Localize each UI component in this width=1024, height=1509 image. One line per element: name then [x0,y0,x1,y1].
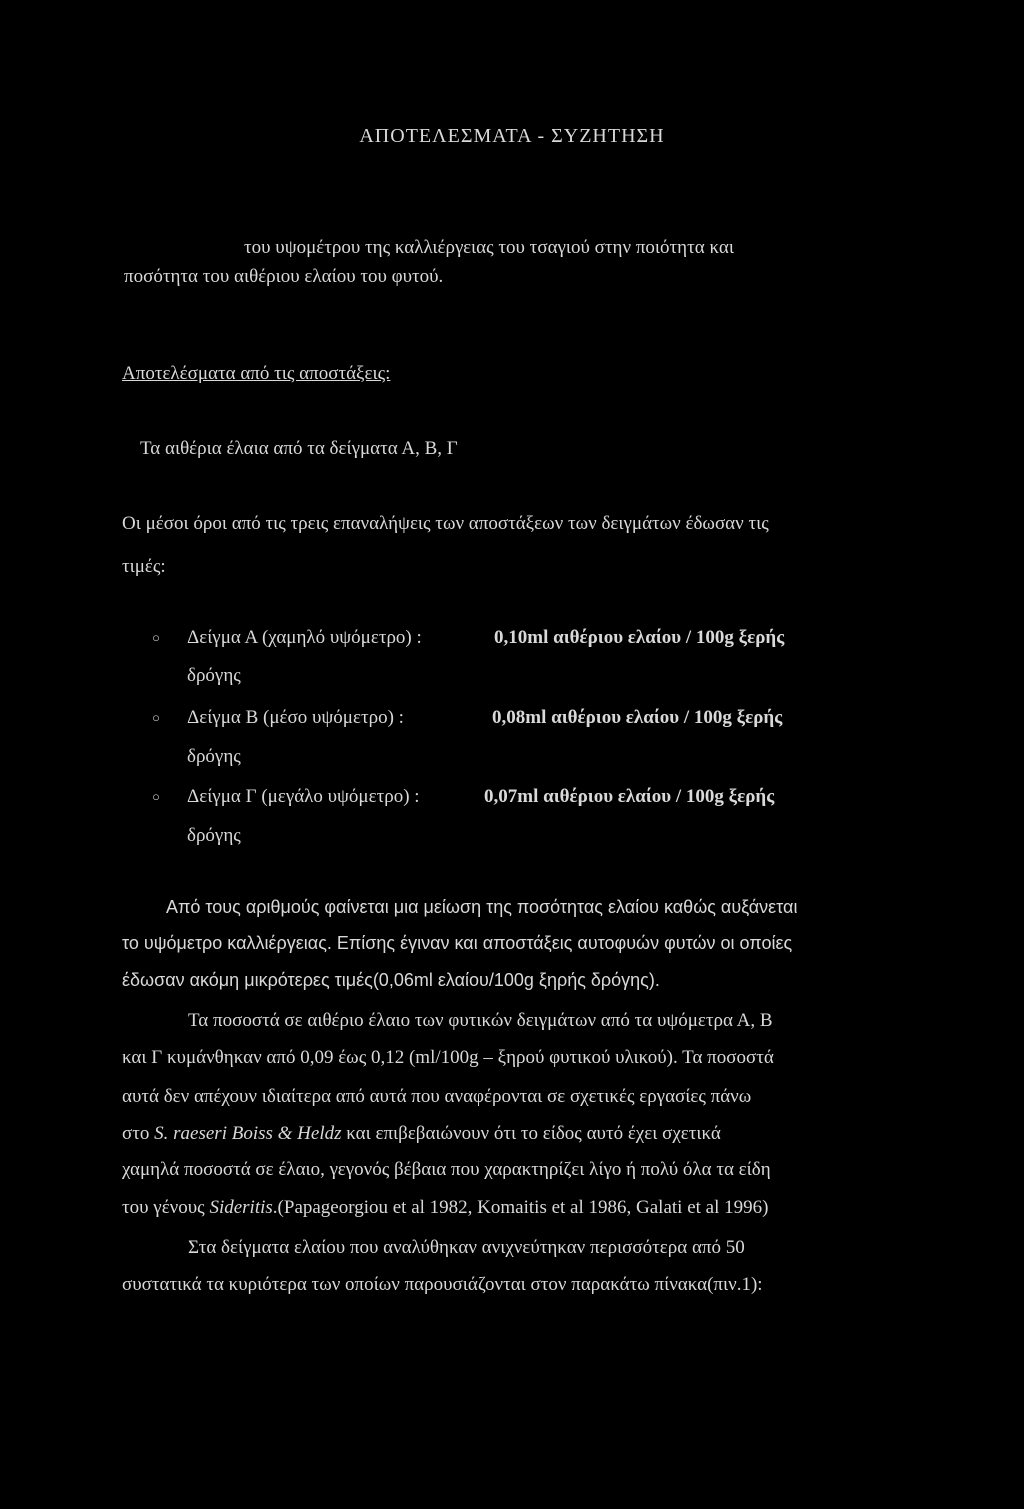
sample-c-value: 0,07ml αιθέριου ελαίου / 100g ξερής [484,786,775,807]
para1-line-1: Οι μέσοι όροι από τις τρεις επαναλήψεις των αποστάξεων των δειγμάτων έδωσαν τις [122,513,769,534]
bullet-icon: ○ [152,630,160,645]
sample-b-label: Δείγμα Β (μέσο υψόμετρο) : [187,707,404,728]
para3-line-4-end: και επιβεβαιώνουν ότι το είδος αυτό έχει σχετικά [341,1123,721,1144]
para3-line-3: αυτά δεν απέχουν ιδιαίτερα από αυτά που αναφέρονται σε σχετικές εργασίες πάνω [122,1086,752,1107]
genus-name: Sideritis [209,1197,273,1218]
para3-line-6-start: του γένους [122,1197,210,1218]
para2-line-3: έδωσαν ακόμη μικρότερες τιμές(0,06ml ελαίου/100g ξηρής δρόγης). [122,970,660,990]
sample-a-continuation: δρόγης [187,665,241,686]
para3-line-5: χαμηλά ποσοστά σε έλαιο, γεγονός βέβαια που χαρακτηρίζει λίγο ή πολύ όλα τα είδη [122,1159,771,1180]
sample-c-label: Δείγμα Γ (μεγάλο υψόμετρο) : [187,786,420,807]
intro-line-2: ποσότητα του αιθέριου ελαίου του φυτού. [124,266,444,287]
page-title: ΑΠΟΤΕΛΕΣΜΑΤΑ - ΣΥΖΗΤΗΣΗ [359,125,665,147]
para4-line-1: Στα δείγματα ελαίου που αναλύθηκαν ανιχνεύτηκαν περισσότερα από 50 [188,1237,745,1258]
bullet-icon: ○ [152,789,160,804]
para3-line-6-citations: .(Papageorgiou et al 1982, Komaitis et al 1986, Galati et al 1996) [272,1197,769,1218]
subheading: Τα αιθέρια έλαια από τα δείγματα Α, Β, Γ [140,438,458,459]
para4-line-2: συστατικά τα κυριότερα των οποίων παρουσιάζονται στον παρακάτω πίνακα(πιν.1): [122,1274,763,1295]
para3-line-4-start: στο [122,1123,155,1144]
para3-line-2: και Γ κυμάνθηκαν από 0,09 έως 0,12 (ml/100g – ξηρού φυτικού υλικού). Τα ποσοστά [122,1047,774,1068]
para3-line-6 [122,1196,768,1220]
para3-line-1: Τα ποσοστά σε αιθέριο έλαιο των φυτικών δειγμάτων από τα υψόμετρα Α, Β [188,1010,773,1031]
para2-line-1: Από τους αριθμούς φαίνεται μια μείωση της ποσότητας ελαίου καθώς αυξάνεται [166,897,798,917]
para2-line-2: το υψόμετρο καλλιέργειας. Επίσης έγιναν και αποστάξεις αυτοφυών φυτών οι οποίες [122,933,793,953]
sample-b-value: 0,08ml αιθέριου ελαίου / 100g ξερής [492,707,783,728]
para1-line-2: τιμές: [122,556,166,577]
bullet-icon: ○ [152,710,160,725]
sample-c-continuation: δρόγης [187,825,241,846]
sample-a-label: Δείγμα Α (χαμηλό υψόμετρο) : [187,627,422,648]
sample-b-continuation: δρόγης [187,746,241,767]
section-heading: Αποτελέσματα από τις αποστάξεις: [122,363,391,384]
intro-line-1: του υψομέτρου της καλλιέργειας του τσαγιού στην ποιότητα και [244,237,734,258]
species-name: S. raeseri Boiss & Heldz [154,1123,342,1144]
para3-line-4 [122,1122,721,1146]
sample-a-value: 0,10ml αιθέριου ελαίου / 100g ξερής [494,627,785,648]
